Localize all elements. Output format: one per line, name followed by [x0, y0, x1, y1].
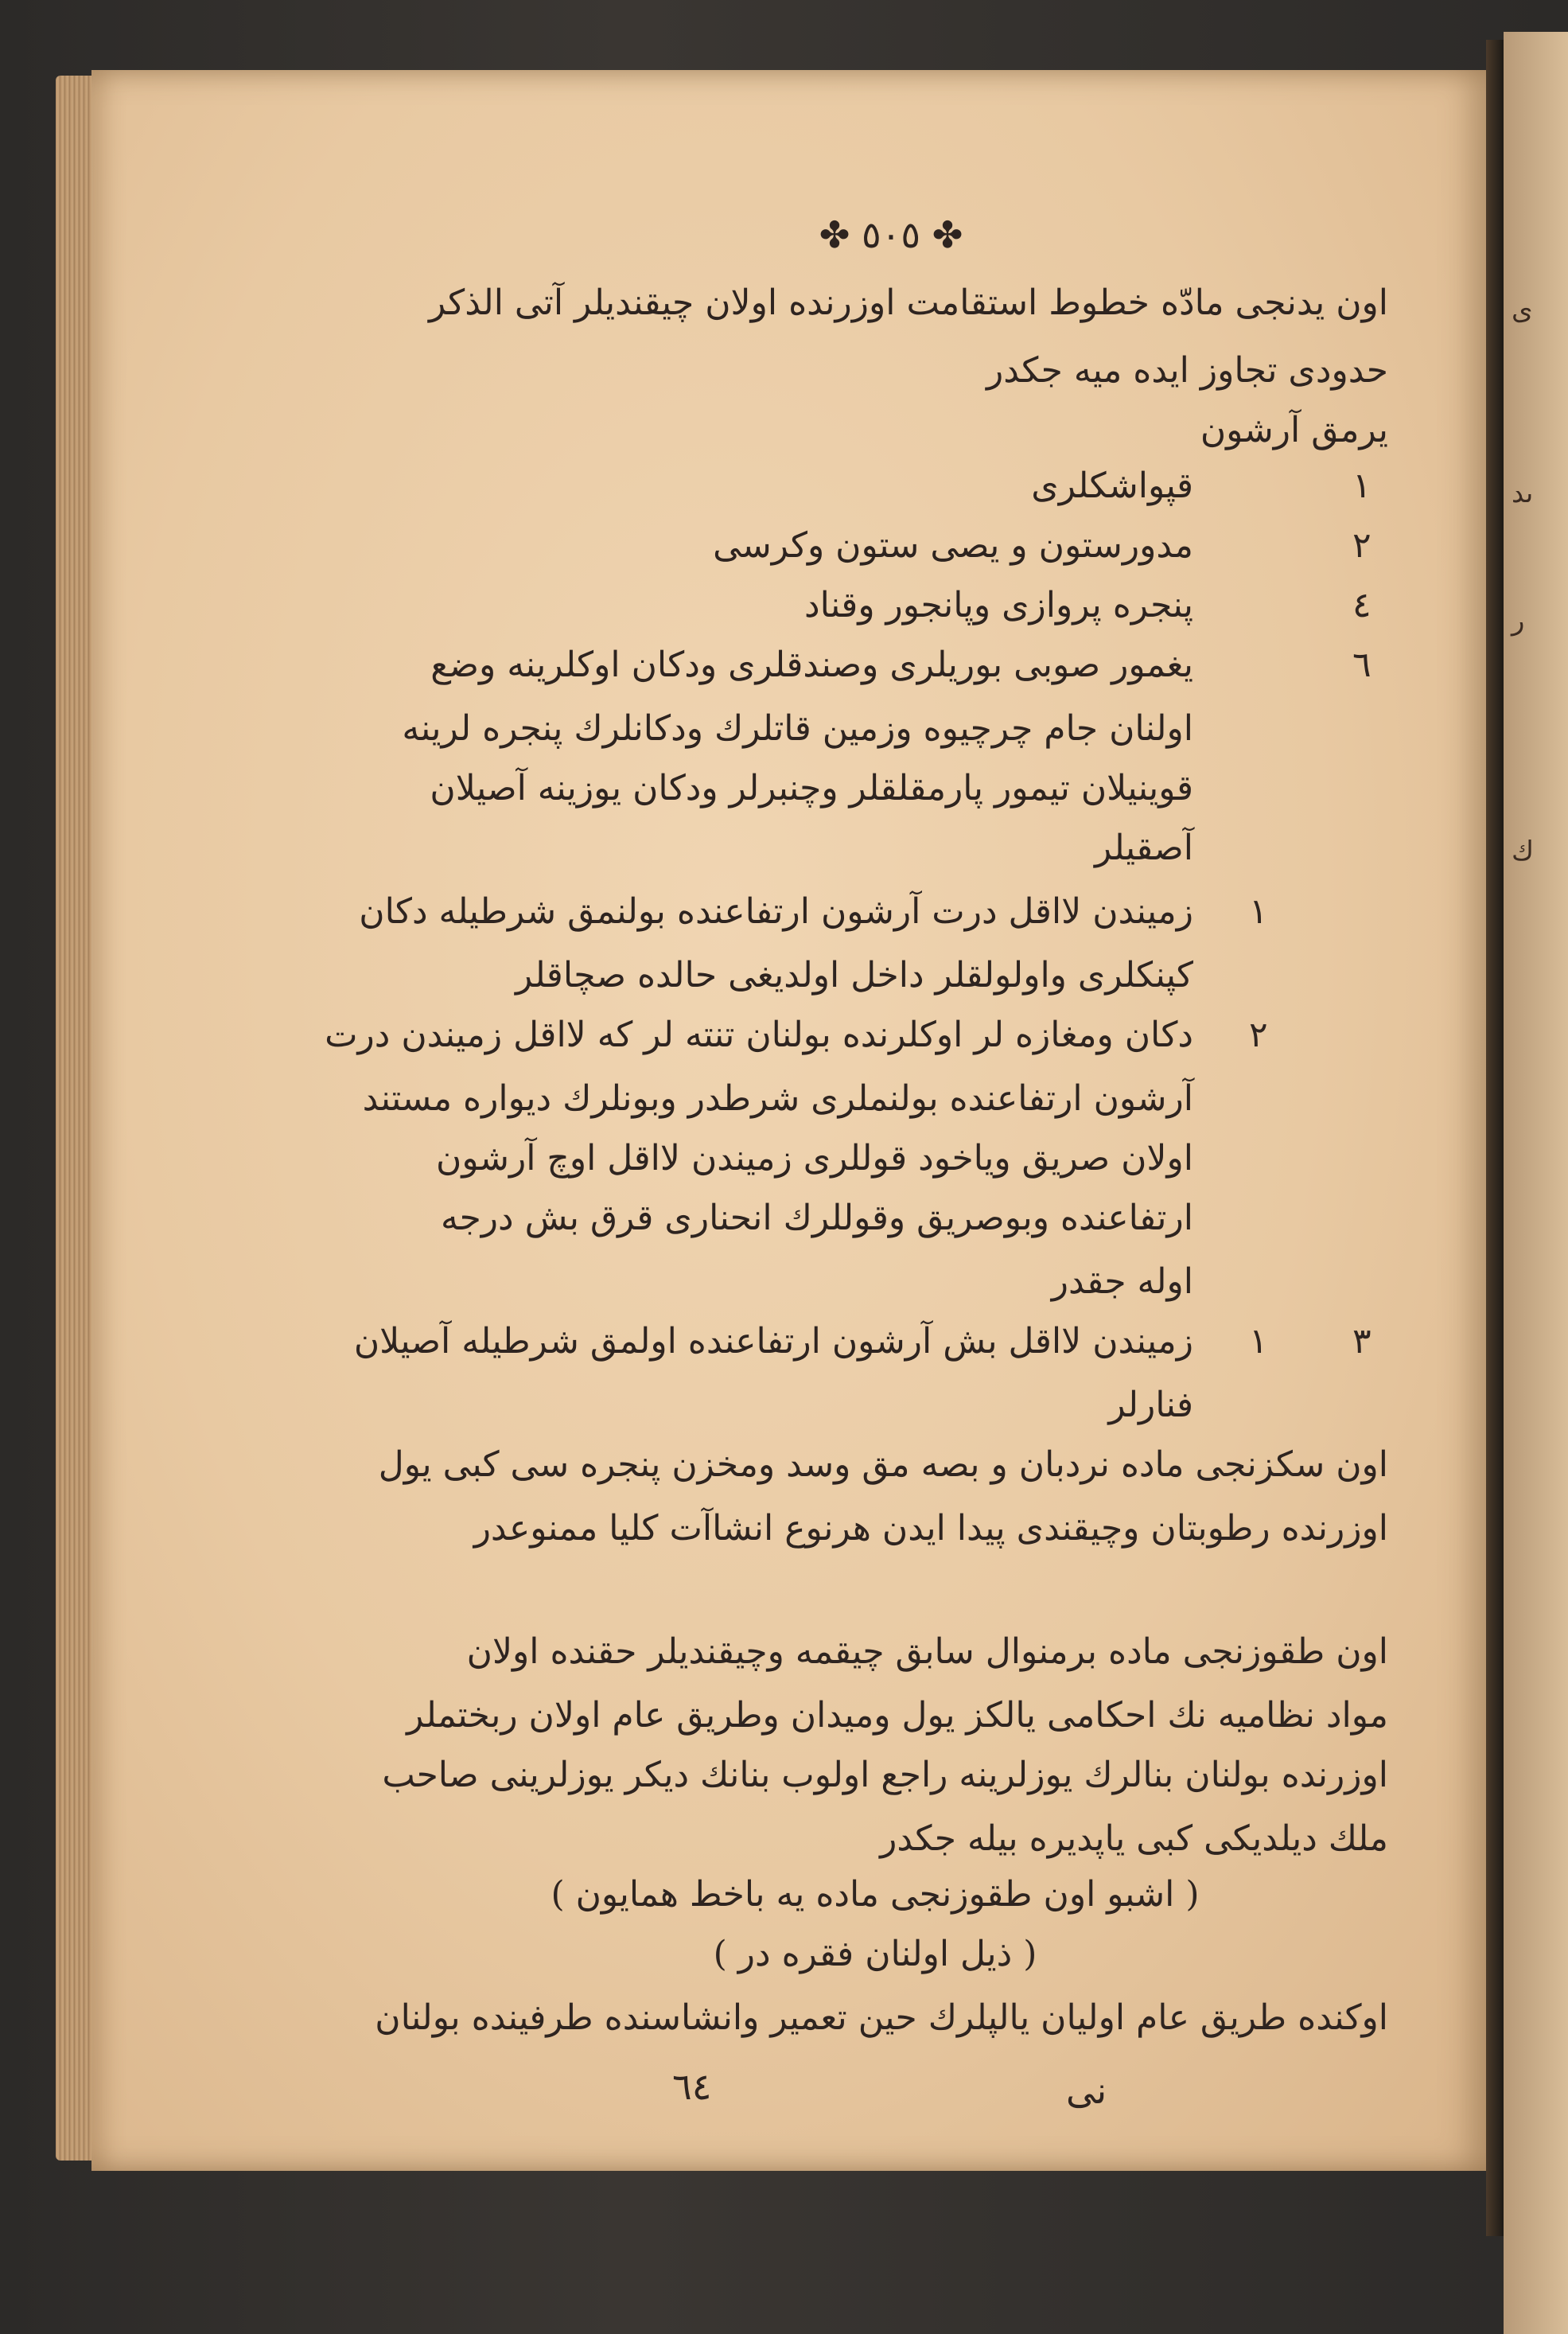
list-number: ٣: [1352, 1321, 1372, 1362]
list-item: مدورستون و يصى ستون وكرسى: [713, 525, 1193, 566]
article-17-line-2: حدودى تجاوز ايده ميه جكدر: [986, 350, 1388, 391]
article-19-line-3: اوزرنده بولنان بنالرك يوزلرينه راجع اولوب بنانك ديكر يوزلرينى صاحب: [382, 1755, 1388, 1795]
sublist-number: ٢: [1249, 1015, 1268, 1055]
sublist-item: زميندن لااقل درت آرشون ارتفاعنده بولنمق شرطيله دكان: [359, 891, 1193, 932]
sublist-item-continued: ارتفاعنده وبوصريق وقوللرك انحنارى قرق بش درجه: [441, 1198, 1193, 1238]
sublist-item: زميندن لااقل بش آرشون ارتفاعنده اولمق شرطيله آصيلان: [353, 1321, 1193, 1362]
article-19-line-2: مواد نظاميه نك احكامى يالكز يول وميدان وطريق عام اولان ربختملر: [407, 1695, 1388, 1736]
catchword: نى: [1066, 2069, 1107, 2112]
book-gutter: [1486, 40, 1504, 2236]
article-18-line-2: اوزرنده رطوبتان وچيقندى پيدا ايدن هرنوع انشاآت كليا ممنوعدر: [473, 1508, 1388, 1549]
list-item-continued: اولنان جام چرچيوه وزمين قاتلرك ودكانلرك پنجره لرينه: [402, 708, 1193, 749]
sublist-item: دكان ومغازه لر اوكلرنده بولنان تنته لر كه لااقل زميندن درت: [325, 1015, 1193, 1055]
adjacent-page-fragment: ىد: [1512, 477, 1534, 509]
adjacent-page-fragment: ى: [1512, 294, 1533, 326]
sublist-number: ١: [1249, 891, 1268, 932]
sublist-number: ١: [1249, 1321, 1268, 1362]
article-19-line-1: اون طقوزنجى ماده برمنوال سابق چيقمه وچيقنديلر حقنده اولان: [466, 1631, 1388, 1672]
list-item: پنجره پروازى وپانجور وقناد: [804, 585, 1193, 625]
article-17-line-1: اون يدنجى مادّه خطوط استقامت اوزرنده اولان چيقنديلر آتى الذكر: [428, 282, 1388, 323]
signature-mark: ٦٤: [672, 2065, 712, 2108]
adjacent-page-fragment: ك: [1512, 836, 1535, 867]
ornament-icon: ✤: [819, 213, 850, 256]
last-line: اوكنده طريق عام اوليان يالپلرك حين تعمير وانشاسنده طرفينده بولنان: [375, 1997, 1388, 2038]
list-item-continued: آصقيلر: [1095, 828, 1193, 868]
list-number: ٦: [1352, 645, 1372, 685]
adjacent-page-fragment: ر: [1512, 605, 1525, 637]
unit-header: يرمق آرشون: [1200, 410, 1388, 450]
list-number: ٤: [1352, 585, 1372, 625]
ornament-icon: ✤: [932, 213, 963, 256]
list-item-continued: قوينيلان تيمور پارمقلقلر وچنبرلر ودكان يوزينه آصيلان: [430, 768, 1193, 809]
list-number: ١: [1352, 466, 1372, 506]
article-18-line-1: اون سكزنجى ماده نردبان و بصه مق وسد ومخزن پنجره سى كبى يول: [378, 1444, 1388, 1485]
sublist-item-continued: اولان صريق وياخود قوللرى زميندن لااقل اوچ آرشون: [436, 1138, 1193, 1179]
article-19-line-4: ملك ديلديكى كبى ياپديره بيله جكدر: [880, 1818, 1388, 1859]
list-item: قپواشكلرى: [1031, 466, 1193, 506]
list-number: ٢: [1352, 525, 1372, 566]
centered-note-line-1: ( اشبو اون طقوزنجى ماده يه باخط همايون ): [551, 1874, 1200, 1915]
centered-note-line-2: ( ذيل اولنان فقره در ): [713, 1934, 1037, 1974]
sublist-item-continued: آرشون ارتفاعنده بولنملرى شرطدر وبونلرك ديواره مستند: [362, 1078, 1193, 1119]
sublist-item-continued: كپنكلرى واولولقلر داخل اولديغى حالده صچاقلر: [515, 955, 1193, 996]
sublist-item-continued: اوله جقدر: [1051, 1261, 1193, 1302]
adjacent-page-strip: [1504, 32, 1568, 2334]
page-header: [764, 213, 1018, 257]
list-item: يغمور صوبى بوريلرى وصندقلرى ودكان اوكلرينه وضع: [430, 645, 1193, 685]
sublist-item-continued: فنارلر: [1108, 1385, 1193, 1425]
page-number: ٥٠٥: [861, 213, 921, 256]
